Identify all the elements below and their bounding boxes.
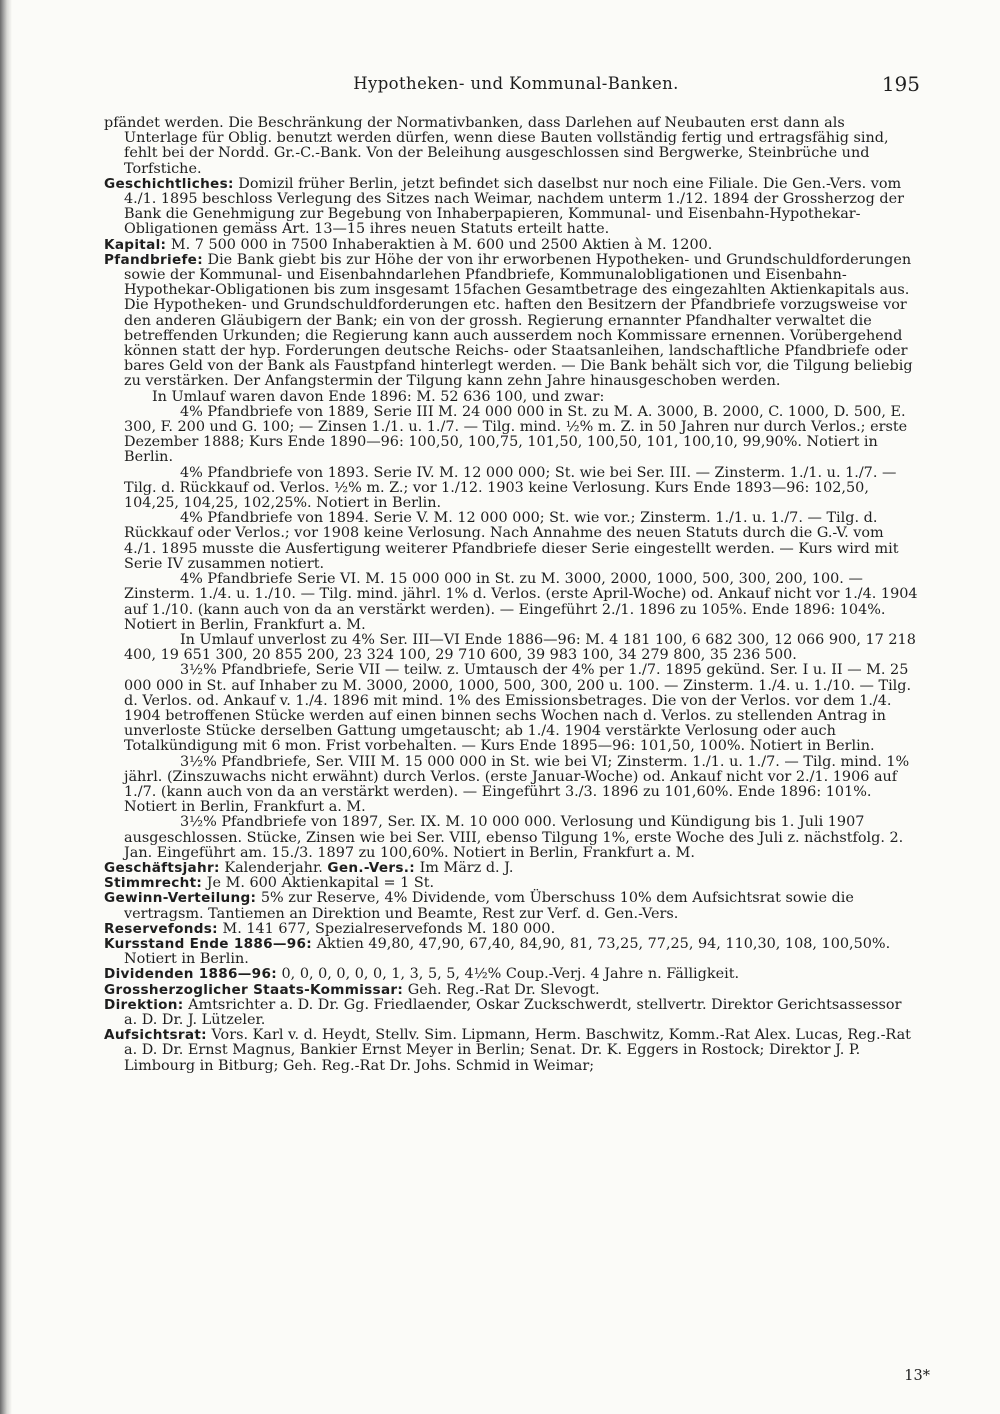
running-title: Hypotheken- und Kommunal-Banken.	[353, 74, 679, 93]
signature-mark: 13*	[904, 1368, 930, 1384]
page-binding-edge	[0, 0, 12, 1414]
section-heading: Geschäftsjahr:	[104, 859, 220, 876]
section-heading: Direktion:	[104, 996, 184, 1013]
section-heading: Reservefonds:	[104, 920, 218, 937]
section-heading: Pfandbriefe:	[104, 251, 203, 268]
paragraph-umlauf: In Umlauf waren davon Ende 1896: M. 52 636 100, und zwar:	[152, 388, 605, 405]
section-heading: Dividenden 1886—96:	[104, 966, 277, 983]
section-heading: Kursstand Ende 1886—96:	[104, 935, 312, 952]
paragraph-geschaeftsjahr: Geschäftsjahr: Kalenderjahr. Gen.-Vers.: Im März d. J.	[104, 859, 514, 876]
section-heading: Stimmrecht:	[104, 875, 203, 892]
paragraph-gewinn-verteilung: Gewinn-Verteilung: 5% zur Reserve, 4% Dividende, vom Überschuss 10% dem Aufsichtsrat sowie die vertragsm. Tantiemen an Direktion und Beamte, Rest zur Verf. d. Gen.-Vers.	[104, 890, 854, 922]
section-heading: Geschichtliches:	[104, 175, 234, 192]
paragraph-aufsichtsrat: Aufsichtsrat: Vors. Karl v. d. Heydt, Stellv. Sim. Lipmann, Herm. Baschwitz, Komm.-Rat Alex. Lucas, Reg.-Rat a. D. Dr. Ernst Magnus, Bankier Ernst Meyer in Berlin; Senat. Dr. K. Eggers in Rostock; Direktor J. P. Limbourg in Bitburg; Geh. Reg.-Rat Dr. Johs. Schmid in Weimar;	[104, 1027, 911, 1074]
paragraph-geschichtliches: Geschichtliches: Domizil früher Berlin, jetzt befindet sich daselbst nur noch eine Filiale. Die Gen.-Vers. vom 4./1. 1895 beschloss Verlegung des Sitzes nach Weimar, nachdem unterm 1./12. 1894 der Grossherzog der Bank die Genehmigung zur Begebung von Inhaberpapieren, Kommunal- und Eisenbahn-Hypothekar-Obligationen gemäss Art. 13—15 ihres neuen Statuts erteilt hatte.	[104, 175, 904, 238]
paragraph-serie-ix: 3½% Pfandbriefe von 1897, Ser. IX. M. 10 000 000. Verlosung und Kündigung bis 1. Juli 1907 ausgeschlossen. Stücke, Zinsen wie bei Ser. VIII, ebenso Tilgung 1%, erste Woche des Juli z. nächstfolg. 2. Jan. Eingeführt am. 15./3. 1897 zu 100,60%. Notiert in Berlin, Frankfurt a. M.	[124, 814, 904, 861]
paragraph-umlauf-unverlost: In Umlauf unverlost zu 4% Ser. III—VI Ende 1886—96: M. 4 181 100, 6 682 300, 12 066 900, 17 218 400, 19 651 300, 20 855 200, 23 324 100, 29 710 600, 39 983 100, 34 279 800, 35 236 500.	[124, 631, 916, 664]
page-number: 195	[881, 72, 920, 96]
section-heading: Gewinn-Verteilung:	[104, 890, 257, 907]
paragraph-staats-kommissar: Grossherzoglicher Staats-Kommissar: Geh. Reg.-Rat Dr. Slevogt.	[104, 981, 600, 998]
paragraph: pfändet werden. Die Beschränkung der Normativbanken, dass Darlehen auf Neubauten erst dann als Unterlage für Oblig. benutzt werden dürfen, wenn diese Bauten vollständig fertig und ertragsfähig sind, fehlt bei der Nordd. Gr.-C.-Bank. Von der Beleihung ausgeschlossen sind Bergwerke, Steinbrüche und Torfstiche.	[104, 115, 889, 177]
section-heading: Aufsichtsrat:	[104, 1027, 207, 1044]
paragraph-kursstand: Kursstand Ende 1886—96: Aktien 49,80, 47,90, 67,40, 84,90, 81, 73,25, 77,25, 94, 110,30, 108, 100,50%. Notiert in Berlin.	[104, 935, 891, 968]
paragraph-serie-viii: 3½% Pfandbriefe, Ser. VIII M. 15 000 000 in St. wie bei VI; Zinsterm. 1./1. u. 1./7. — Tilg. mind. 1% jährl. (Zinszuwachs nicht erwähnt) durch Verlos. (erste Januar-Woche) od. Ankauf nicht vor 2./1. 1906 auf 1./7. (kann auch von da an verstärkt werden). — Eingeführt 3./3. 1896 zu 101,60%. Ende 1896: 101%. Notiert in Berlin, Frankfurt a. M.	[124, 753, 910, 816]
paragraph-reservefonds: Reservefonds: M. 141 677, Spezialreservefonds M. 180 000.	[104, 920, 556, 937]
paragraph-serie-vii: 3½% Pfandbriefe, Serie VII — teilw. z. Umtausch der 4% per 1./7. 1895 gekünd. Ser. I u. II — M. 25 000 000 in St. auf Inhaber zu M. 3000, 2000, 1000, 500, 300, 200 u. 100. — Zinsterm. 1./4. u. 1./10. — Tilg. d. Verlos. od. Ankauf v. 1./4. 1896 mit mind. 1% des Emissionsbetrages. Die von der Verlos. vor dem 1./4. 1904 betroffenen Stücke werden auf einen binnen sechs Wochen nach d. Verlos. zu stellenden Antrag in unverloste Stücke derselben Gattung umgetauscht; ab 1./4. 1904 verstärkte Verlosung oder auch Totalkündigung mit 6 mon. Frist vorbehalten. — Kurs Ende 1895—96: 101,50, 100%. Notiert in Berlin.	[124, 662, 912, 755]
section-heading: Kapital:	[104, 236, 167, 253]
paragraph-direktion: Direktion: Amtsrichter a. D. Dr. Gg. Friedlaender, Oskar Zuckschwerdt, stellvertr. Direktor Gerichtsassessor a. D. Dr. J. Lützeler.	[104, 996, 902, 1028]
section-heading: Grossherzoglicher Staats-Kommissar:	[104, 981, 404, 998]
paragraph-serie-iv: 4% Pfandbriefe von 1893. Serie IV. M. 12 000 000; St. wie bei Ser. III. — Zinsterm. 1./1. u. 1./7. — Tilg. d. Rückkauf od. Verlos. ½% m. Z.; vor 1./12. 1903 keine Verlosung. Kurs Ende 1893—96: 102,50, 104,25, 104,25, 102,25%. Notiert in Berlin.	[124, 464, 897, 512]
page-header	[112, 72, 920, 102]
paragraph-pfandbriefe: Pfandbriefe: Die Bank giebt bis zur Höhe der von ihr erworbenen Hypotheken- und Grundschuldforderungen sowie der Kommunal- und Eisenbahndarlehen Pfandbriefe, Kommunalobligationen und Eisenbahn-Hypothekar-Obligationen bis zum insgesamt 15fachen Gesamtbetrage des eingezahlten Aktienkapitals aus. Die Hypotheken- und Grundschuldforderungen etc. haften den Besitzern der Pfandbriefe vorzugsweise vor den anderen Gläubigern der Bank; ein von der grossh. Regierung ernannter Pfandhalter verwaltet die betreffenden Urkunden; die Regierung kann auch ausserdem noch Kommissare ernennen. Vorübergehend können statt der hyp. Forderungen deutsche Reichs- oder Staatsanleihen, landschaftliche Pfandbriefe oder bares Geld von der Bank als Faustpfand hinterlegt werden. — Die Bank behält sich vor, die Tilgung beliebig zu verstärken. Der Anfangstermin der Tilgung kann zehn Jahre hinausgeschoben werden.	[104, 251, 913, 390]
page-body	[104, 116, 918, 1074]
paragraph-serie-iii: 4% Pfandbriefe von 1889, Serie III M. 24 000 000 in St. zu M. A. 3000, B. 2000, C. 1000, D. 500, E. 300, F. 200 und G. 100; — Zinsen 1./1. u. 1./7. — Tilg. mind. ½% m. Z. in 50 Jahren nur durch Verlos.; erste Dezember 1888; Kurs Ende 1890—96: 100,50, 100,75, 101,50, 100,50, 101, 100,10, 99,90%. Notiert in Berlin.	[124, 403, 908, 466]
paragraph-dividenden: Dividenden 1886—96: 0, 0, 0, 0, 0, 0, 1, 3, 5, 5, 4½% Coup.-Verj. 4 Jahre n. Fälligkeit.	[104, 966, 740, 983]
section-heading: Gen.-Vers.:	[327, 859, 415, 876]
paragraph-stimmrecht: Stimmrecht: Je M. 600 Aktienkapital = 1 St.	[104, 875, 435, 892]
paragraph-serie-vi: 4% Pfandbriefe Serie VI. M. 15 000 000 in St. zu M. 3000, 2000, 1000, 500, 300, 200, 100. — Zinsterm. 1./4. u. 1./10. — Tilg. mind. jährl. 1% d. Verlos. (erste April-Woche) od. Ankauf nicht vor 1./4. 1904 auf 1./10. (kann auch von da an verstärkt werden). — Eingeführt 2./1. 1896 zu 105%. Ende 1896: 104%. Notiert in Berlin, Frankfurt a. M.	[124, 571, 918, 633]
paragraph-kapital: Kapital: M. 7 500 000 in 7500 Inhaberaktien à M. 600 und 2500 Aktien à M. 1200.	[104, 236, 713, 253]
paragraph-serie-v: 4% Pfandbriefe von 1894. Serie V. M. 12 000 000; St. wie vor.; Zinsterm. 1./1. u. 1./7. — Tilg. d. Rückkauf oder Verlos.; vor 1908 keine Verlosung. Nach Annahme des neuen Statuts durch die G.-V. vom 4./1. 1895 musste die Ausfertigung weiterer Pfandbriefe dieser Serie eingestellt werden. — Kurs wird mit Serie IV zusammen notiert.	[124, 510, 899, 572]
